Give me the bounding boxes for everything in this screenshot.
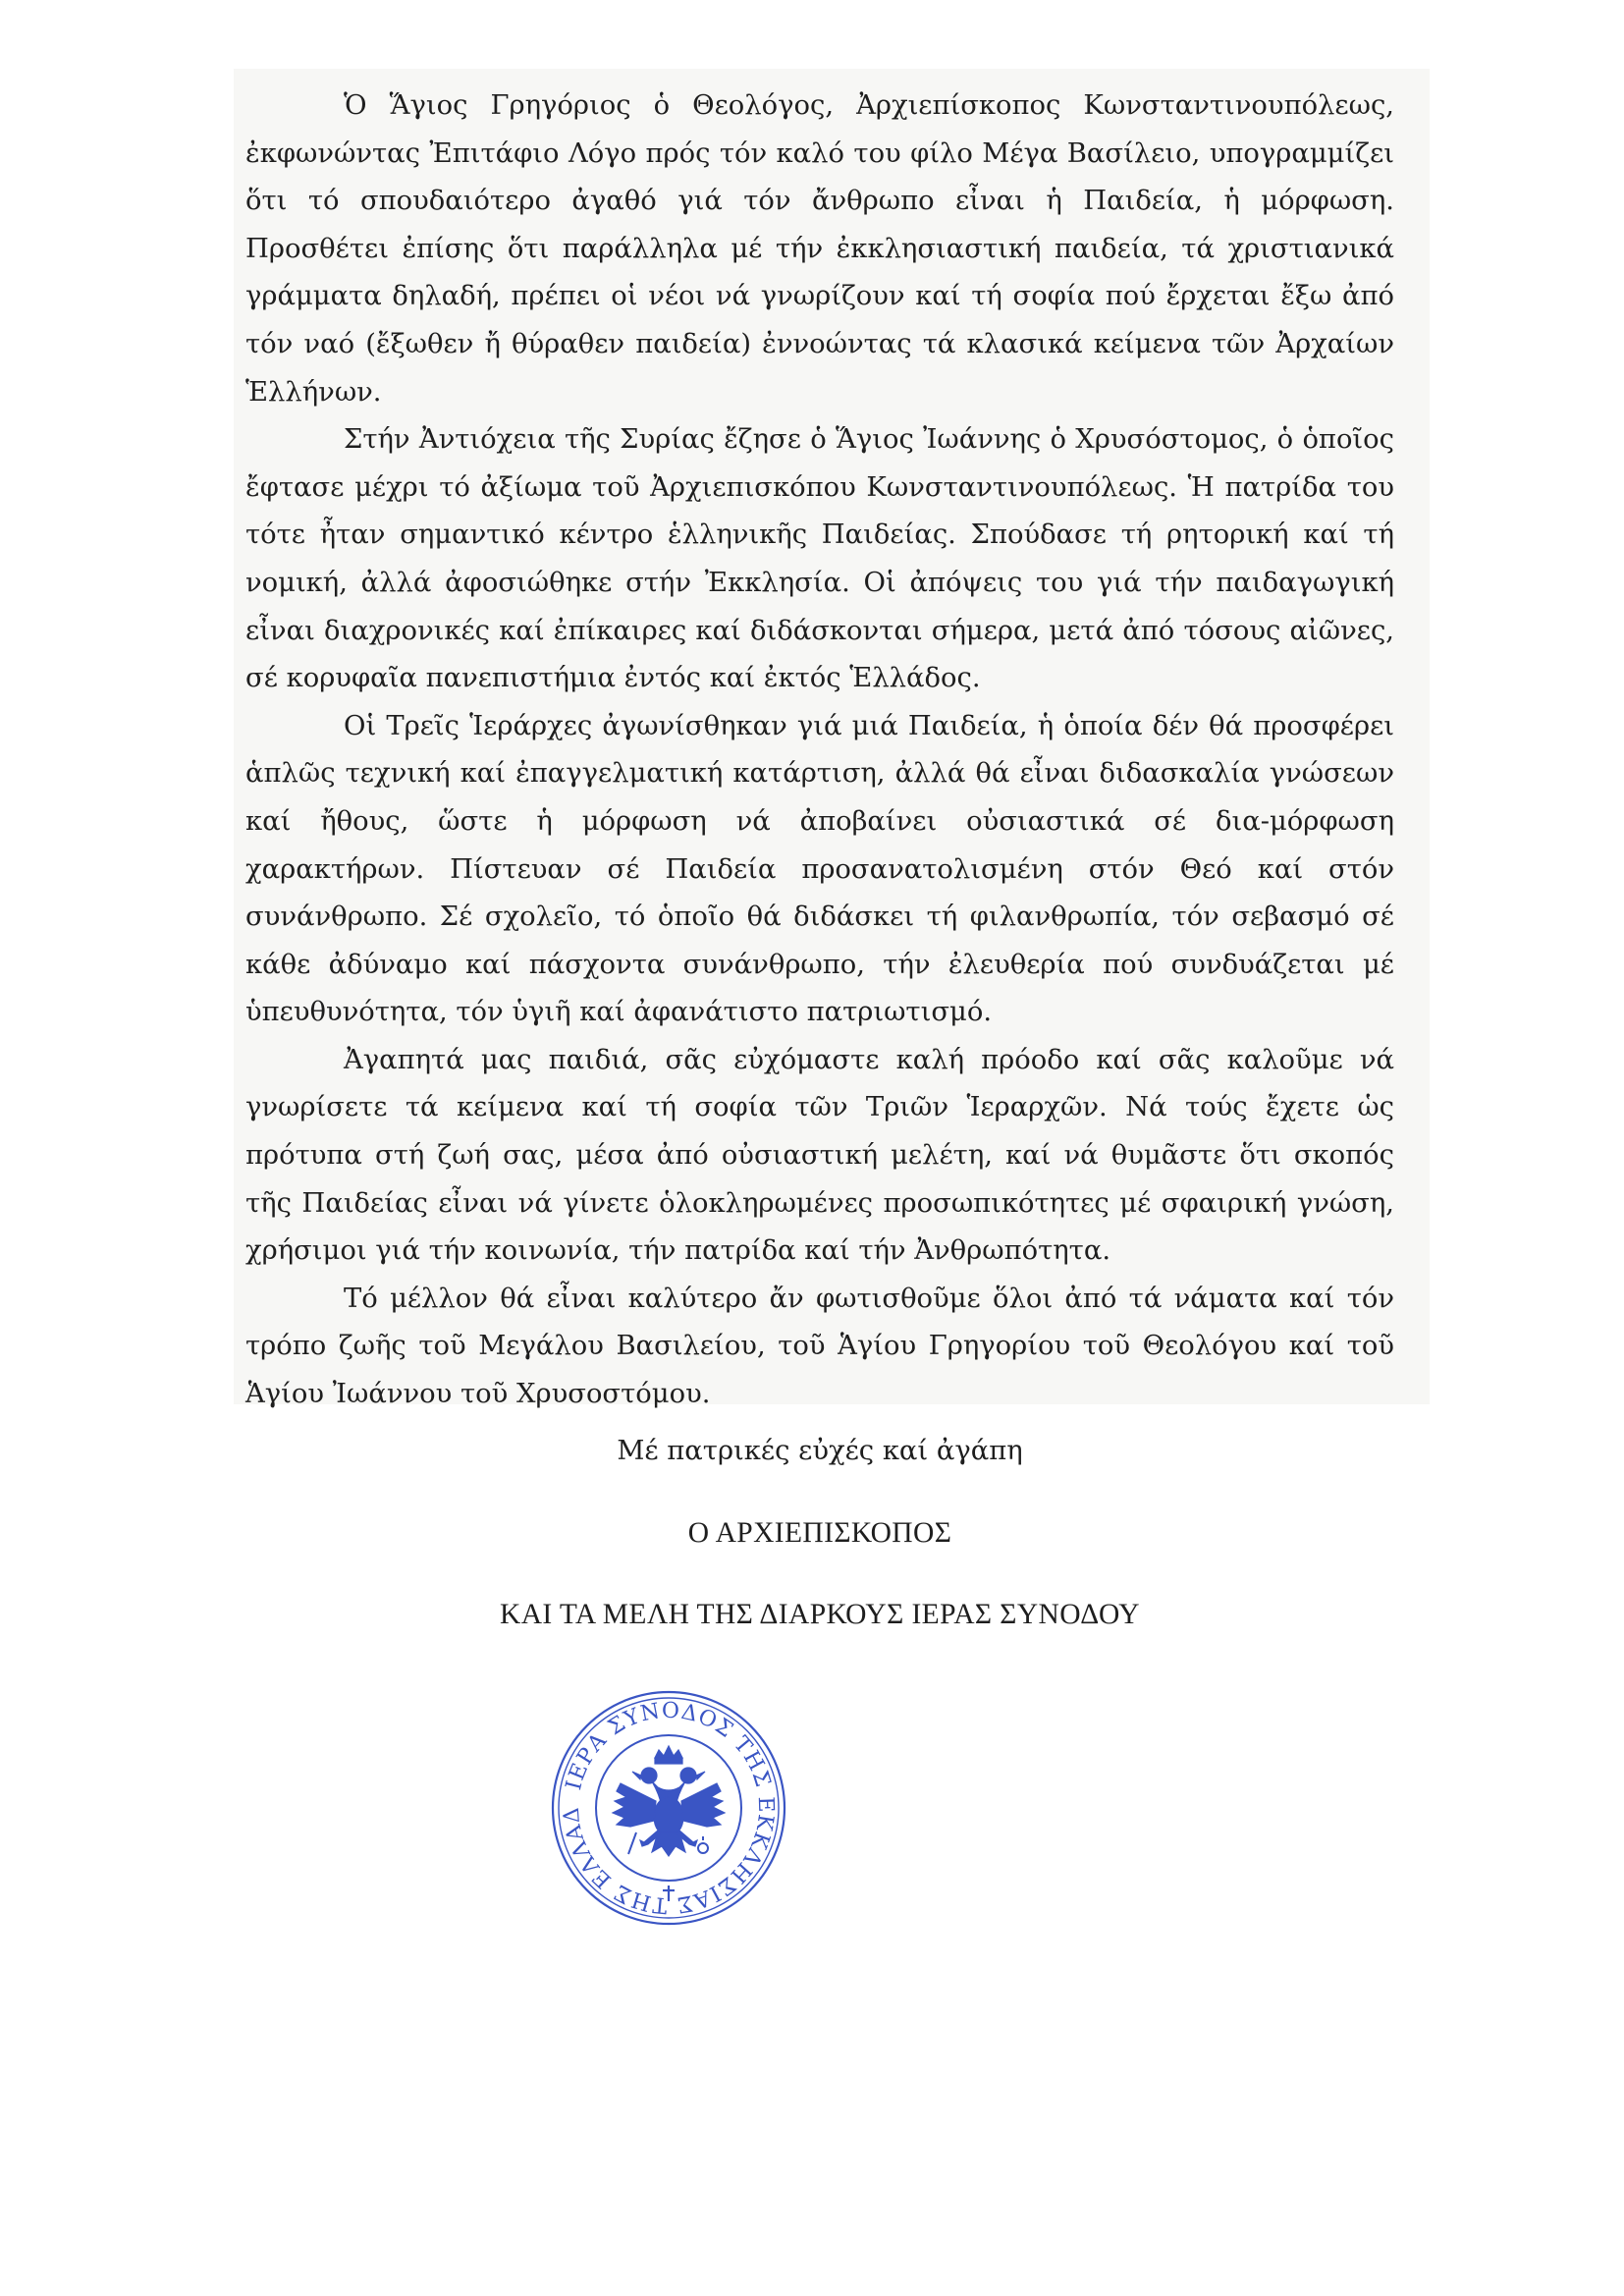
church-seal-icon	[546, 1685, 791, 1931]
letter-body	[245, 82, 1394, 1419]
closing-greeting: Μέ πατρικές εὐχές καί ἀγάπη	[617, 1436, 1023, 1466]
double-headed-eagle-icon	[613, 1746, 725, 1856]
paragraph-gregory: Ὁ Ἅγιος Γρηγόριος ὁ Θεολόγος, Ἀρχιεπίσκοπος Κωνσταντινουπόλεως, ἐκφωνώντας Ἐπιτάφιο Λόγο πρός τόν καλό του φίλο Μέγα Βασίλειο, υπογραμμίζει ὅτι τό σπουδαιότερο ἀγαθό γιά τόν ἄνθρωπο εἶναι ἡ Παιδεία, ἡ μόρφωση. Προσθέτει ἐπίσης ὅτι παράλληλα μέ τήν ἐκκλησιαστική παιδεία, τά χριστιανικά γράμματα δηλαδή, πρέπει οἱ νέοι νά γνωρίζουν καί τή σοφία πού ἔρχεται ἔξω ἀπό τόν ναό (ἔξωθεν ἤ θύραθεν παιδεία) ἐννοώντας τά κλασικά κείμενα τῶν Ἀρχαίων Ἑλλήνων.	[245, 90, 1394, 408]
signature-synod-members: ΚΑΙ ΤΑ ΜΕΛΗ ΤΗΣ ΔΙΑΡΚΟΥΣ ΙΕΡΑΣ ΣΥΝΟΔΟΥ	[499, 1599, 1140, 1630]
paragraph-children: Ἀγαπητά μας παιδιά, σᾶς εὐχόμαστε καλή πρόοδο καί σᾶς καλοῦμε νά γνωρίσετε τά κείμενα καί τή σοφία τῶν Τριῶν Ἱεραρχῶν. Νά τούς ἔχετε ὡς πρότυπα στή ζωή σας, μέσα ἀπό οὐσιαστική μελέτη, καί νά θυμᾶστε ὅτι σκοπός τῆς Παιδείας εἶναι νά γίνετε ὁλοκληρωμένες προσωπικότητες μέ σφαιρική γνώση, χρήσιμοι γιά τήν κοινωνία, τήν πατρίδα καί τήν Ἀνθρωπότητα.	[245, 1044, 1394, 1267]
signature-archbishop: Ο ΑΡΧΙΕΠΙΣΚΟΠΟΣ	[687, 1517, 952, 1549]
paragraph-chrysostom: Στήν Ἀντιόχεια τῆς Συρίας ἔζησε ὁ Ἅγιος Ἰωάννης ὁ Χρυσόστομος, ὁ ὁποῖος ἔφτασε μέχρι τό ἀξίωμα τοῦ Ἀρχιεπισκόπου Κωνσταντινουπόλεως. Ἡ πατρίδα του τότε ἦταν σημαντικό κέντρο ἑλληνικῆς Παιδείας. Σπούδασε τή ρητορική καί τή νομική, ἀλλά ἀφοσιώθηκε στήν Ἐκκλησία. Οἱ ἀπόψεις του γιά τήν παιδαγωγική εἶναι διαχρονικές καί ἐπίκαιρες καί διδάσκονται σήμερα, μετά ἀπό τόσους αἰῶνες, σέ κορυφαῖα πανεπιστήμια ἐντός καί ἐκτός Ἑλλάδος.	[245, 424, 1394, 694]
paragraph-three-hierarchs: Οἱ Τρεῖς Ἱεράρχες ἀγωνίσθηκαν γιά μιά Παιδεία, ἡ ὁποία δέν θά προσφέρει ἁπλῶς τεχνική καί ἐπαγγελματική κατάρτιση, ἀλλά θά εἶναι διδασκαλία γνώσεων καί ἤθους, ὥστε ἡ μόρφωση νά ἀποβαίνει οὐσιαστικά σέ δια-μόρφωση χαρακτήρων. Πίστευαν σέ Παιδεία προσανατολισμένη στόν Θεό καί στόν συνάνθρωπο. Σέ σχολεῖο, τό ὁποῖο θά διδάσκει τή φιλανθρωπία, τόν σεβασμό σέ κάθε ἀδύναμο καί πάσχοντα συνάνθρωπο, τήν ἐλευθερία πού συνδυάζεται μέ ὑπευθυνότητα, τόν ὑγιῆ καί ἀφανάτιστο πατριωτισμό.	[245, 710, 1394, 1028]
paragraph-future: Τό μέλλον θά εἶναι καλύτερο ἄν φωτισθοῦμε ὅλοι ἀπό τά νάματα καί τόν τρόπο ζωῆς τοῦ Μεγάλου Βασιλείου, τοῦ Ἁγίου Γρηγορίου τοῦ Θεολόγου καί τοῦ Ἁγίου Ἰωάννου τοῦ Χρυσοστόμου.	[245, 1283, 1394, 1410]
svg-text:ΙΕΡΑ ΣΥΝΟΔΟΣ ΤΗΣ ΕΚΚΛΗΣΙΑΣ ΤΗΣ: ΙΕΡΑ ΣΥΝΟΔΟΣ ΤΗΣ ΕΚΚΛΗΣΙΑΣ ΤΗΣ ΕΛΛΑΔ	[559, 1698, 779, 1918]
